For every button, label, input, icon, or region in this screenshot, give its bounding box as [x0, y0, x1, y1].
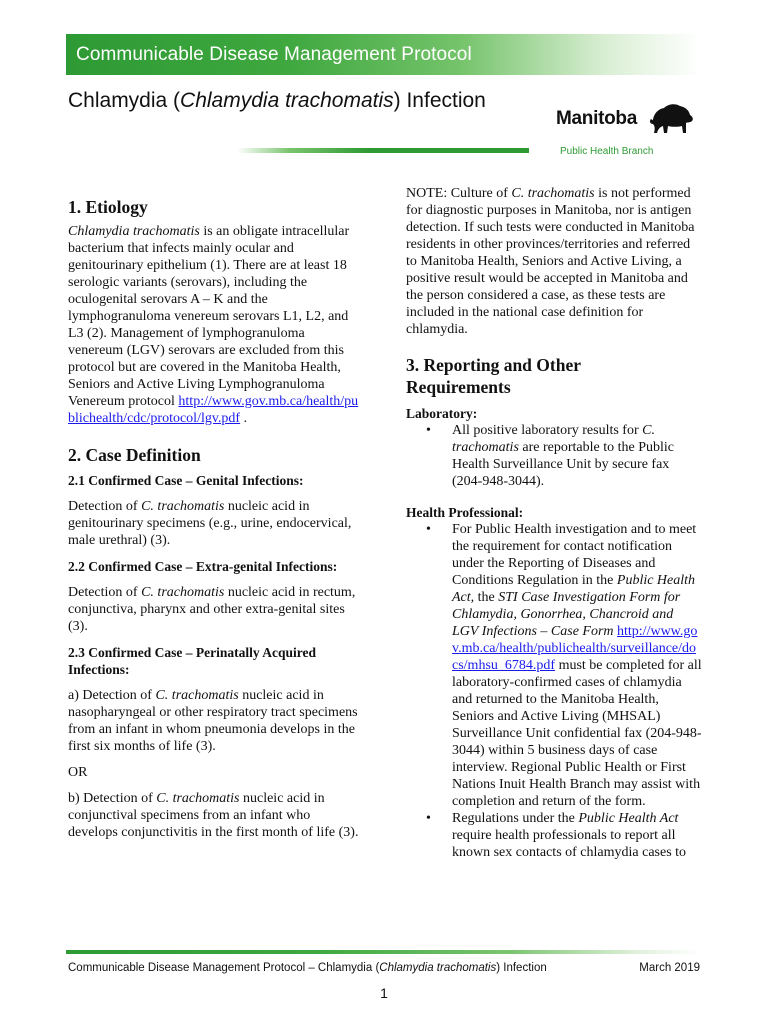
list-item [406, 422, 702, 490]
health-professional-list [406, 521, 702, 861]
text-span: nucleic acid in conjunctival specimens from an infant who develops conjunctivitis in the first month of life (3). [68, 791, 359, 840]
note-paragraph [406, 185, 702, 338]
bison-icon [649, 102, 695, 136]
title-suffix: ) Infection [393, 89, 486, 112]
text-span: Communicable Disease Management Protocol – Chlamydia ( [68, 962, 380, 974]
text-span: NOTE: Culture of [406, 186, 512, 201]
text-span: nucleic acid in rectum, conjunctiva, pharynx and other extra-genital sites (3). [68, 585, 356, 634]
lgv-protocol-link[interactable]: http://www.gov.mb.ca/health/publichealth/cdc/protocol/lgv.pdf [68, 394, 359, 426]
text-span: the [474, 590, 499, 605]
etiology-species: Chlamydia trachomatis [68, 224, 200, 239]
text-span: Detection of [68, 499, 142, 514]
section-1-heading: 1. Etiology [68, 197, 148, 217]
etiology-end: . [240, 411, 248, 426]
text-span: a) Detection of [68, 688, 156, 703]
text-span: must be completed for all laboratory-confirmed cases of chlamydia and returned to the Manitoba Health, Seniors and Active Living (MHSAL) Surveillance Unit confidential fax (204-948-3044) within 5 business days of case interview. Regional Public Health or First Nations Inuit Health Branch may assist with completion and return of the form. [452, 658, 702, 809]
text-span: nucleic acid in genitourinary specimens (e.g., urine, endocervical, male urethral) (3). [68, 499, 352, 548]
footer-title [68, 962, 547, 974]
banner-title: Communicable Disease Management Protocol [76, 43, 472, 65]
confirmed-genital-heading: 2.1 Confirmed Case – Genital Infections: [68, 473, 304, 488]
laboratory-label: Laboratory: [406, 406, 478, 421]
species-name: C. trachomatis [156, 791, 240, 806]
or-text: OR [68, 765, 88, 780]
footer [68, 962, 700, 974]
protocol-banner [66, 34, 700, 75]
species-name: C. trachomatis [452, 423, 655, 455]
text-span: All positive laboratory results for [452, 423, 643, 438]
right-column [406, 185, 702, 861]
species-name: C. trachomatis [141, 499, 225, 514]
species-name: Chlamydia trachomatis [379, 962, 497, 974]
list-item [406, 810, 702, 861]
document-title [68, 89, 486, 113]
species-name: C. trachomatis [141, 585, 225, 600]
etiology-paragraph [68, 223, 363, 427]
act-name: Public Health Act, [452, 573, 696, 605]
text-span: Detection of [68, 585, 142, 600]
page-number: 1 [380, 985, 388, 1001]
logo-wordmark: Manitoba [556, 108, 637, 129]
species-name: C. trachomatis [155, 688, 239, 703]
text-span: For Public Health investigation and to meet the requirement for contact notification under the Reporting of Diseases and Conditions Regulation in the [452, 522, 697, 588]
text-span: ) Infection [496, 962, 547, 974]
manitoba-logo [556, 102, 696, 162]
text-span: b) Detection of [68, 791, 157, 806]
title-species: Chlamydia trachomatis [180, 89, 394, 112]
title-prefix: Chlamydia ( [68, 89, 181, 112]
list-item [406, 521, 702, 810]
case-form-link[interactable]: http://www.gov.mb.ca/health/publichealth/surveillance/docs/mhsu_6784.pdf [452, 624, 698, 673]
species-name: C. trachomatis [511, 186, 595, 201]
section-2-heading: 2. Case Definition [68, 445, 201, 465]
act-name: Public Health Act [578, 811, 679, 826]
text-span: nucleic acid in nasopharyngeal or other respiratory tract specimens from an infant in whom pneumonia develops in the first six months of life (3). [68, 688, 358, 754]
text-span: require health professionals to report all known sex contacts of chlamydia cases to [452, 828, 687, 860]
etiology-text: is an obligate intracellular bacterium that infects mainly ocular and genitourinary epithelium (1). There are at least 18 serologic variants (serovars), including the oculogenital serovars A – K and the lymphogranuloma venereum serovars L1, L2, and L3 (2). Management of lymphogranuloma venereum (LGV) serovars are excluded from this protocol but are covered in the Manitoba Health, Seniors and Active Living Lymphogranuloma Venereum protocol [68, 224, 350, 409]
confirmed-extragenital-text [68, 584, 363, 635]
laboratory-list [406, 422, 702, 490]
confirmed-extragenital-heading: 2.2 Confirmed Case – Extra-genital Infections: [68, 559, 338, 574]
left-column [68, 185, 363, 841]
confirmed-perinatal-heading: 2.3 Confirmed Case – Perinatally Acquired Infections: [68, 645, 316, 677]
footer-date: March 2019 [639, 962, 700, 974]
health-professional-label: Health Professional: [406, 505, 524, 520]
form-name: STI Case Investigation Form for Chlamydia, Gonorrhea, Chancroid and LGV Infections – Case Form [452, 590, 681, 639]
perinatal-a-text [68, 687, 363, 755]
text-span: is not performed for diagnostic purposes in Manitoba, nor is antigen detection. If such tests were conducted in Manitoba residents in other provinces/territories and referred to Manitoba Health, Seniors and Active Living, a positive result would be accepted in Manitoba and the person considered a case, as these tests are included in the national case definition for chlamydia. [406, 186, 695, 337]
text-span: Regulations under the [452, 811, 579, 826]
section-3-heading: 3. Reporting and Other Requirements [406, 355, 581, 397]
footer-rule [66, 950, 700, 954]
logo-subtitle: Public Health Branch [560, 146, 654, 157]
perinatal-b-text [68, 790, 363, 841]
confirmed-genital-text [68, 498, 363, 549]
title-rule [237, 148, 529, 153]
text-span: are reportable to the Public Health Surveillance Unit by secure fax (204-948-3044). [452, 440, 674, 489]
